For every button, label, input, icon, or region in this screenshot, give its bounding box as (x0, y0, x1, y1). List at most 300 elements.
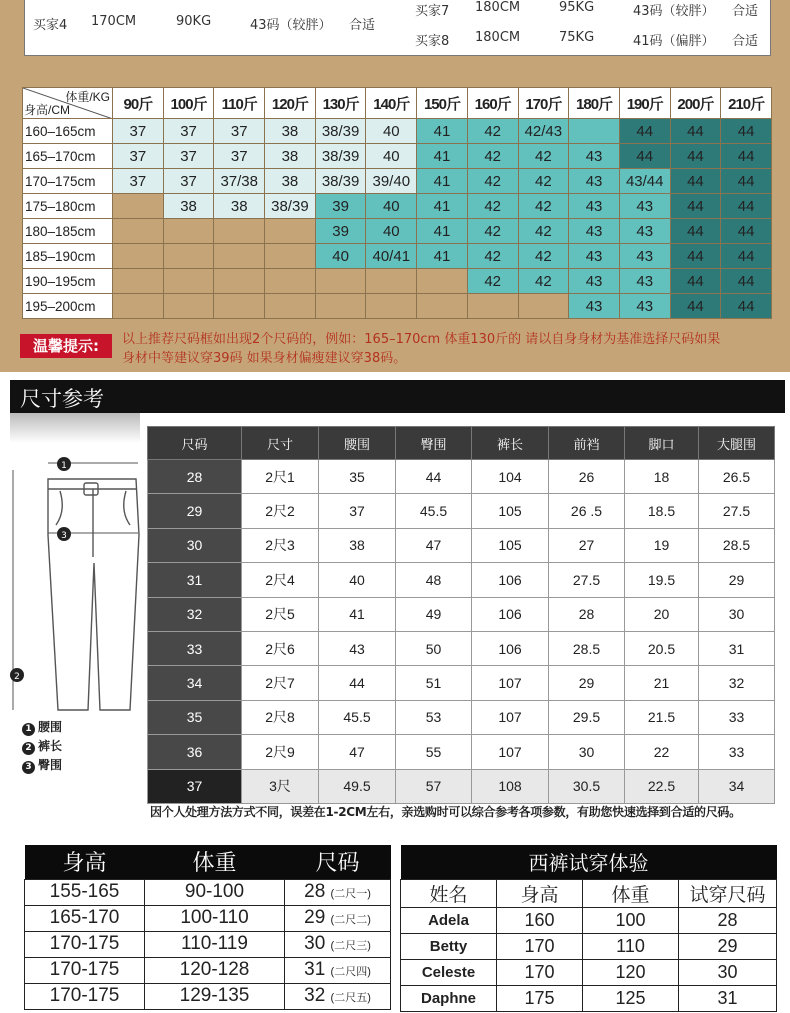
table-cell: 104 (472, 460, 549, 494)
table-cell: 55 (396, 735, 472, 769)
height-cell: 170-175 (25, 983, 145, 1009)
legend-item: 1 腰围 (22, 718, 62, 736)
size-cell: 38/39 (315, 119, 366, 144)
weight-cell: 100-110 (145, 905, 285, 931)
table-cell: 26.5 (699, 460, 775, 494)
table-cell: 44 (319, 666, 396, 700)
table-cell: 106 (472, 563, 549, 597)
table-row (25, 957, 391, 983)
size-cell: 42 (518, 169, 569, 194)
table-cell: 38 (319, 528, 396, 562)
size-cell: 43/44 (619, 169, 670, 194)
size-cell: 37 (163, 144, 214, 169)
table-row (148, 494, 775, 528)
buyer-fit: 合适 (349, 18, 376, 33)
col-header: 尺码 (285, 845, 391, 879)
table-cell: 3尺 (242, 769, 319, 803)
chart-row (23, 269, 772, 294)
weight-cell: 90-100 (145, 879, 285, 905)
table-cell: 107 (472, 735, 549, 769)
table-cell: 33 (148, 631, 242, 665)
height-header: 185–190cm (23, 244, 113, 269)
table-row (148, 666, 775, 700)
size-cell: 30 (二尺三) (285, 931, 391, 957)
size-cell: 42 (467, 144, 518, 169)
size-cell: 44 (670, 244, 721, 269)
size-cell (214, 244, 265, 269)
size-cell: 42 (518, 194, 569, 219)
table-cell: 19.5 (625, 563, 699, 597)
size-cell: 39 (315, 219, 366, 244)
table-cell: 30 (699, 597, 775, 631)
size-cell: 44 (721, 219, 772, 244)
table-cell: 22.5 (625, 769, 699, 803)
size-cell: 31 (二尺四) (285, 957, 391, 983)
buyer-examples-box (24, 0, 771, 56)
chart-row (23, 194, 772, 219)
size-cell (265, 219, 316, 244)
table-cell: 106 (472, 597, 549, 631)
size-cell: 28 (二尺一) (285, 879, 391, 905)
size-cell: 43 (569, 219, 620, 244)
height-cell: 170-175 (25, 957, 145, 983)
size-cell: 38/39 (315, 169, 366, 194)
size-cell: 37 (214, 144, 265, 169)
size-cell (163, 294, 214, 319)
size-cell: 42 (518, 269, 569, 294)
table-cell: 27.5 (549, 563, 625, 597)
table-cell: 57 (396, 769, 472, 803)
size-cell: 43 (619, 244, 670, 269)
size-cell: 38 (265, 169, 316, 194)
table-cell: 2尺7 (242, 666, 319, 700)
size-cell: 28 (679, 907, 777, 933)
size-cell: 44 (670, 169, 721, 194)
height-cell: 170-175 (25, 931, 145, 957)
buyer-size: 43码（较胖） (633, 4, 715, 19)
size-cell: 42 (467, 219, 518, 244)
table-cell: 43 (319, 631, 396, 665)
tip-text-line2: 身材中等建议穿39码 如果身材偏瘦建议穿38码。 (122, 351, 407, 366)
size-cell: 41 (417, 194, 468, 219)
size-cell: 43 (569, 244, 620, 269)
size-cell: 44 (670, 144, 721, 169)
size-sub: (二尺二) (330, 914, 371, 926)
header-shadow (10, 413, 140, 443)
size-reference-table (147, 426, 775, 804)
size-cell (214, 294, 265, 319)
size-cell: 42 (467, 269, 518, 294)
size-cell: 44 (670, 294, 721, 319)
size-cell (265, 269, 316, 294)
size-cell: 44 (670, 219, 721, 244)
size-cell (113, 219, 164, 244)
table-cell: 35 (319, 460, 396, 494)
table-cell: 19 (625, 528, 699, 562)
col-header: 臀围 (396, 427, 472, 460)
table-cell: 40 (319, 563, 396, 597)
weight-header: 160斤 (467, 88, 518, 119)
col-header: 尺寸 (242, 427, 319, 460)
size-cell: 37 (113, 169, 164, 194)
size-cell (366, 294, 417, 319)
chart-row (23, 144, 772, 169)
tip-text-line1: 以上推荐尺码框如出现2个尺码的，例如：165–170cm 体重130斤的 请以自身身材为基准选择尺码如果 (122, 332, 721, 347)
table-row (148, 597, 775, 631)
col-header: 身高 (497, 879, 583, 907)
size-cell: 40 (315, 244, 366, 269)
height-header: 170–175cm (23, 169, 113, 194)
size-cell: 44 (619, 119, 670, 144)
weight-header: 130斤 (315, 88, 366, 119)
weight-header: 180斤 (569, 88, 620, 119)
weight-header: 190斤 (619, 88, 670, 119)
table-row (148, 735, 775, 769)
legend-item: 2 裤长 (22, 737, 62, 755)
table-cell: 2尺1 (242, 460, 319, 494)
size-cell: 42 (467, 169, 518, 194)
table-cell: 37 (319, 494, 396, 528)
size-cell: 37 (163, 169, 214, 194)
table-cell: 34 (148, 666, 242, 700)
legend-item: 3 臀围 (22, 756, 62, 774)
table-cell: 41 (319, 597, 396, 631)
table-cell: 28.5 (549, 631, 625, 665)
size-reference-header (10, 380, 785, 413)
table-cell: 27 (549, 528, 625, 562)
size-cell: 44 (670, 119, 721, 144)
size-sub: (二尺三) (330, 940, 371, 952)
size-cell: 38/39 (265, 194, 316, 219)
weight-cell: 120 (583, 959, 679, 985)
pants-diagram (8, 445, 143, 720)
size-cell: 30 (679, 959, 777, 985)
chart-row (23, 119, 772, 144)
weight-cell: 110 (583, 933, 679, 959)
size-cell: 32 (二尺五) (285, 983, 391, 1009)
weight-header: 170斤 (518, 88, 569, 119)
corner-weight-label: 体重/KG (65, 90, 110, 104)
size-cell: 42 (518, 244, 569, 269)
tip-label: 温馨提示: (20, 334, 112, 358)
weight-header: 120斤 (265, 88, 316, 119)
size-cell: 42 (467, 119, 518, 144)
size-cell: 44 (721, 294, 772, 319)
size-cell: 42 (518, 144, 569, 169)
size-sub: (二尺一) (330, 888, 371, 900)
table-row (25, 905, 391, 931)
size-cell: 44 (721, 269, 772, 294)
table-cell: 2尺5 (242, 597, 319, 631)
size-cell (366, 269, 417, 294)
size-cell: 42 (467, 244, 518, 269)
buyer-weight: 90KG (176, 14, 212, 29)
table-cell: 21.5 (625, 700, 699, 734)
weight-header: 110斤 (214, 88, 265, 119)
table-cell: 45.5 (319, 700, 396, 734)
table-cell: 18 (625, 460, 699, 494)
size-cell: 44 (670, 269, 721, 294)
size-cell (315, 269, 366, 294)
size-error-note: 因个人处理方法方式不同，误差在1-2CM左右，亲选购时可以综合参考各项参数，有助您快速选择到合适的尺码。 (150, 805, 741, 819)
size-cell (163, 269, 214, 294)
buyer-fit: 合适 (732, 34, 759, 49)
col-header: 姓名 (401, 879, 497, 907)
size-cell: 40 (366, 219, 417, 244)
weight-header: 90斤 (113, 88, 164, 119)
table-cell: 30.5 (549, 769, 625, 803)
weight-header: 100斤 (163, 88, 214, 119)
table-cell: 26 (549, 460, 625, 494)
size-cell: 41 (417, 244, 468, 269)
size-cell: 40/41 (366, 244, 417, 269)
buyer-name: 买家8 (415, 34, 450, 49)
table-row (148, 563, 775, 597)
table-cell: 20 (625, 597, 699, 631)
size-cell: 43 (619, 194, 670, 219)
col-header: 体重 (145, 845, 285, 879)
size-cell: 37/38 (214, 169, 265, 194)
table-row (148, 528, 775, 562)
buyer-size: 43码（较胖） (250, 18, 332, 33)
size-cell: 38/39 (315, 144, 366, 169)
table-cell: 27.5 (699, 494, 775, 528)
table-cell: 45.5 (396, 494, 472, 528)
size-cell: 43 (569, 269, 620, 294)
size-cell: 37 (214, 119, 265, 144)
name-cell: Adela (401, 907, 497, 933)
size-cell: 43 (569, 294, 620, 319)
col-header: 裤长 (472, 427, 549, 460)
table-cell: 32 (148, 597, 242, 631)
size-cell: 38 (265, 144, 316, 169)
weight-header: 150斤 (417, 88, 468, 119)
table-cell: 20.5 (625, 631, 699, 665)
size-cell: 29 (二尺二) (285, 905, 391, 931)
weight-cell: 120-128 (145, 957, 285, 983)
table-cell: 26 .5 (549, 494, 625, 528)
table-cell: 31 (699, 631, 775, 665)
size-cell: 37 (113, 144, 164, 169)
height-header: 190–195cm (23, 269, 113, 294)
size-cell (214, 269, 265, 294)
table-cell: 34 (699, 769, 775, 803)
size-cell (265, 244, 316, 269)
size-cell: 40 (366, 194, 417, 219)
table-row (148, 700, 775, 734)
size-cell (417, 269, 468, 294)
table-row (401, 959, 777, 985)
size-cell: 43 (619, 269, 670, 294)
table-row (148, 769, 775, 803)
measure-markers (10, 457, 71, 682)
table-cell: 29.5 (549, 700, 625, 734)
size-sub: (二尺五) (330, 992, 371, 1004)
buyer-height: 170CM (91, 14, 137, 29)
table-cell: 29 (549, 666, 625, 700)
size-cell: 44 (721, 144, 772, 169)
buyer-size: 41码（偏胖） (633, 34, 715, 49)
height-header: 165–170cm (23, 144, 113, 169)
col-header: 尺码 (148, 427, 242, 460)
table-cell: 49.5 (319, 769, 396, 803)
size-cell: 38 (214, 194, 265, 219)
height-header: 180–185cm (23, 219, 113, 244)
table-cell: 35 (148, 700, 242, 734)
table-row (148, 631, 775, 665)
height-cell: 155-165 (25, 879, 145, 905)
size-cell (113, 194, 164, 219)
table-cell: 49 (396, 597, 472, 631)
size-cell: 39/40 (366, 169, 417, 194)
size-cell: 43 (569, 169, 620, 194)
size-cell: 37 (113, 119, 164, 144)
size-cell (214, 219, 265, 244)
recommended-size-table (24, 845, 391, 1010)
table-cell: 29 (699, 563, 775, 597)
size-cell (265, 294, 316, 319)
col-header: 前裆 (549, 427, 625, 460)
chart-corner (23, 88, 113, 119)
size-cell: 42/43 (518, 119, 569, 144)
table-cell: 53 (396, 700, 472, 734)
size-cell (569, 119, 620, 144)
table-cell: 44 (396, 460, 472, 494)
height-cell: 165-170 (25, 905, 145, 931)
table-row (401, 907, 777, 933)
size-cell (163, 244, 214, 269)
size-cell: 43 (619, 294, 670, 319)
buyer-weight: 95KG (559, 0, 595, 15)
col-header: 身高 (25, 845, 145, 879)
weight-cell: 110-119 (145, 931, 285, 957)
buyer-name: 买家4 (33, 18, 68, 33)
table-cell: 2尺6 (242, 631, 319, 665)
buyer-height: 180CM (475, 0, 521, 15)
weight-header: 200斤 (670, 88, 721, 119)
col-header: 腰围 (319, 427, 396, 460)
buyer-fit: 合适 (732, 4, 759, 19)
table-cell: 2尺4 (242, 563, 319, 597)
height-cell: 175 (497, 985, 583, 1011)
table-cell: 48 (396, 563, 472, 597)
table-cell: 28 (549, 597, 625, 631)
table-cell: 107 (472, 666, 549, 700)
size-cell: 43 (569, 144, 620, 169)
name-cell: Daphne (401, 985, 497, 1011)
table-cell: 47 (319, 735, 396, 769)
weight-header: 140斤 (366, 88, 417, 119)
size-cell: 43 (569, 194, 620, 219)
size-cell: 41 (417, 219, 468, 244)
table-cell: 28 (148, 460, 242, 494)
table-cell: 105 (472, 528, 549, 562)
corner-height-label: 身高/CM (24, 103, 70, 117)
table-row (148, 460, 775, 494)
size-cell: 40 (366, 144, 417, 169)
height-cell: 170 (497, 959, 583, 985)
size-cell: 37 (163, 119, 214, 144)
table-row (25, 879, 391, 905)
size-cell: 41 (417, 169, 468, 194)
table-cell: 2尺3 (242, 528, 319, 562)
col-header: 大腿围 (699, 427, 775, 460)
table-cell: 47 (396, 528, 472, 562)
size-cell: 42 (467, 194, 518, 219)
table-cell: 51 (396, 666, 472, 700)
chart-row (23, 244, 772, 269)
size-cell (518, 294, 569, 319)
weight-cell: 100 (583, 907, 679, 933)
col-header: 脚口 (625, 427, 699, 460)
size-cell (113, 294, 164, 319)
height-header: 175–180cm (23, 194, 113, 219)
size-cell: 38 (265, 119, 316, 144)
svg-text:3: 3 (61, 531, 67, 541)
size-cell: 42 (518, 219, 569, 244)
size-cell: 31 (679, 985, 777, 1011)
table-cell: 28.5 (699, 528, 775, 562)
col-header: 试穿尺码 (679, 879, 777, 907)
buyer-weight: 75KG (559, 30, 595, 45)
table-row (401, 985, 777, 1011)
weight-cell: 125 (583, 985, 679, 1011)
size-cell (467, 294, 518, 319)
table-cell: 32 (699, 666, 775, 700)
size-cell: 44 (721, 244, 772, 269)
table-row (25, 931, 391, 957)
table-cell: 33 (699, 700, 775, 734)
chart-row (23, 169, 772, 194)
trial-title: 西裤试穿体验 (401, 845, 777, 879)
svg-text:2: 2 (14, 672, 20, 682)
buyer-height: 180CM (475, 30, 521, 45)
table-cell: 29 (148, 494, 242, 528)
table-cell: 105 (472, 494, 549, 528)
size-cell (163, 219, 214, 244)
table-cell: 2尺8 (242, 700, 319, 734)
name-cell: Betty (401, 933, 497, 959)
size-cell (113, 244, 164, 269)
svg-text:1: 1 (61, 461, 67, 471)
height-header: 195–200cm (23, 294, 113, 319)
table-cell: 37 (148, 769, 242, 803)
table-cell: 22 (625, 735, 699, 769)
size-cell (315, 294, 366, 319)
table-cell: 107 (472, 700, 549, 734)
table-cell: 108 (472, 769, 549, 803)
table-cell: 36 (148, 735, 242, 769)
table-cell: 31 (148, 563, 242, 597)
size-recommendation-chart (22, 87, 772, 319)
height-cell: 170 (497, 933, 583, 959)
size-cell: 40 (366, 119, 417, 144)
size-cell: 44 (670, 194, 721, 219)
size-sub: (二尺四) (330, 966, 371, 978)
size-cell: 44 (619, 144, 670, 169)
size-cell (417, 294, 468, 319)
trial-experience-table (400, 845, 777, 1012)
table-row (401, 933, 777, 959)
size-cell: 44 (721, 119, 772, 144)
buyer-name: 买家7 (415, 4, 450, 19)
size-cell: 38 (163, 194, 214, 219)
table-cell: 30 (148, 528, 242, 562)
height-header: 160–165cm (23, 119, 113, 144)
table-cell: 106 (472, 631, 549, 665)
size-cell: 39 (315, 194, 366, 219)
name-cell: Celeste (401, 959, 497, 985)
